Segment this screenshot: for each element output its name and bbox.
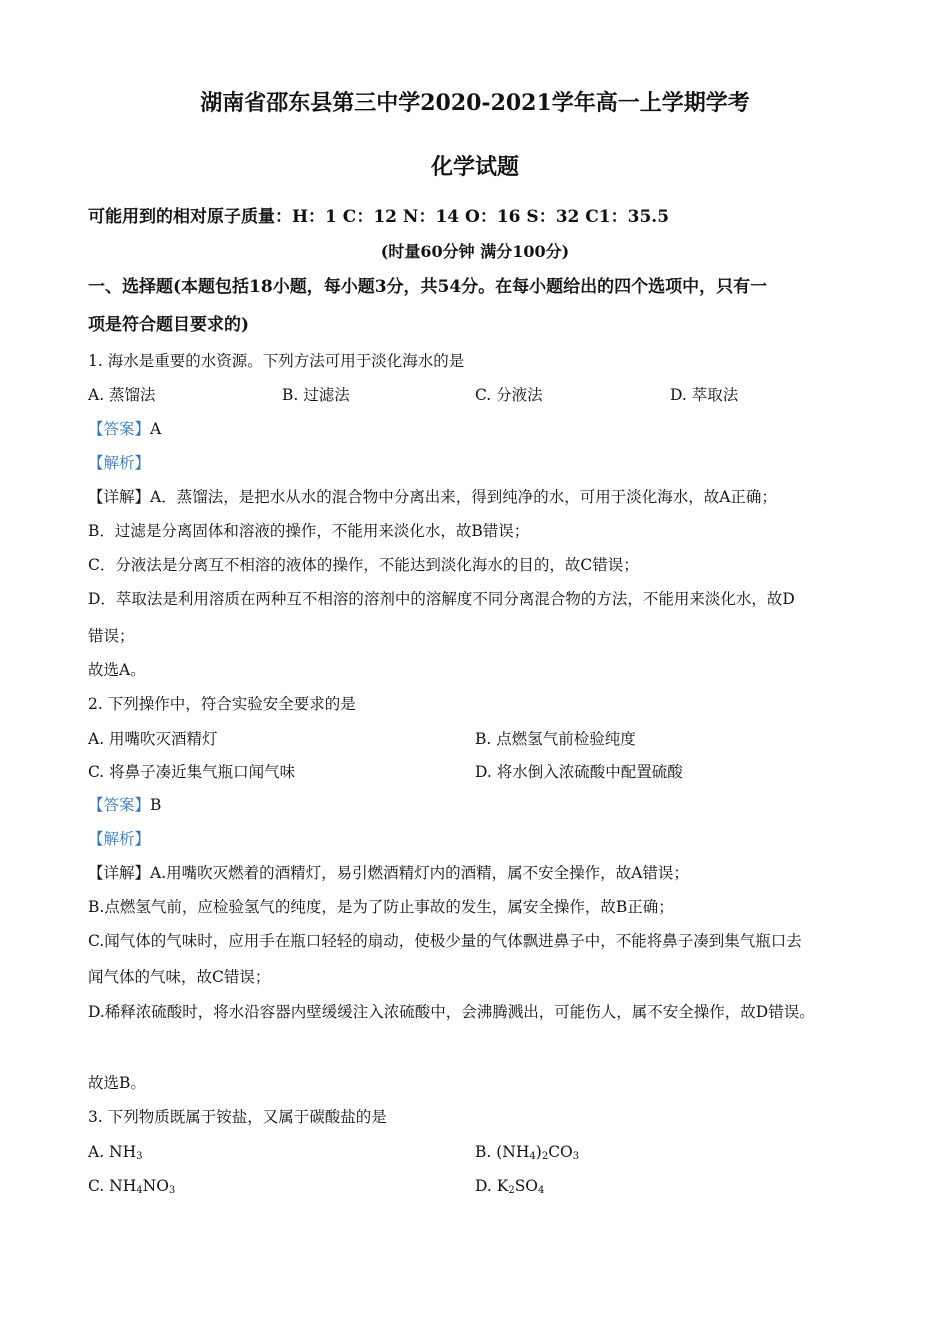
q3-option-a-text: A. NH (88, 1143, 137, 1161)
q2-detail-d: D.稀释浓硫酸时，将水沿容器内壁缓缓注入浓硫酸中，会沸腾溅出，可能伤人，属不安全操作，故D错误。 (88, 1003, 815, 1021)
q1-option-a: A. 蒸馏法 (88, 386, 156, 404)
q3-option-c (88, 1175, 175, 1202)
subscript: 4 (529, 1151, 536, 1162)
q2-detail-c: C.闻气体的气味时，应用手在瓶口轻轻的扇动，使极少量的气体飘进鼻子中，不能将鼻子凑到集气瓶口去 (88, 932, 802, 950)
atomic-masses: 可能用到的相对原子质量：H：1 C：12 N：14 O：16 S：32 C1：35.5 (88, 207, 670, 227)
q2-answer (88, 794, 161, 816)
q2-option-c: C. 将鼻子凑近集气瓶口闻气味 (88, 763, 296, 781)
detail-label: 【详解】 (88, 488, 151, 506)
q2-option-b: B. 点燃氢气前检验纯度 (475, 730, 636, 748)
q1-answer (88, 418, 161, 440)
q3-option-d (475, 1175, 544, 1202)
q2-analysis (88, 828, 150, 850)
q1-detail-d-cont: 错误； (88, 627, 135, 645)
analysis-label: 【解析】 (88, 454, 151, 472)
subscript: 4 (538, 1185, 545, 1196)
q2-detail-c-cont: 闻气体的气味，故C错误； (88, 968, 271, 986)
subscript: 2 (508, 1185, 515, 1196)
q1-detail-a-text: A．蒸馏法，是把水从水的混合物中分离出来，得到纯净的水，可用于淡化海水，故A正确； (150, 488, 777, 506)
q3-option-d-text: D. K (475, 1177, 509, 1195)
q1-option-d: D. 萃取法 (670, 386, 739, 404)
q1-detail-c: C．分液法是分离互不相溶的液体的操作，不能达到淡化海水的目的，故C错误； (88, 556, 639, 574)
q1-question: 1. 海水是重要的水资源。下列方法可用于淡化海水的是 (88, 352, 465, 370)
subscript: 2 (541, 1151, 549, 1162)
subscript: 3 (168, 1185, 176, 1196)
q3-option-c-text: NO (142, 1177, 169, 1195)
q1-option-c: C. 分液法 (475, 386, 543, 404)
answer-label: 【答案】 (88, 796, 151, 814)
analysis-label: 【解析】 (88, 830, 151, 848)
detail-label: 【详解】 (88, 864, 151, 882)
subscript: 4 (136, 1185, 143, 1196)
q2-question: 2. 下列操作中，符合实验安全要求的是 (88, 695, 356, 713)
q3-question: 3. 下列物质既属于铵盐，又属于碳酸盐的是 (88, 1108, 387, 1126)
q3-option-d-text: SO (514, 1177, 539, 1195)
q3-option-c-text: C. NH (88, 1177, 137, 1195)
q1-detail-d: D．萃取法是利用溶质在两种互不相溶的溶剂中的溶解度不同分离混合物的方法，不能用来淡化水，故D (88, 590, 795, 608)
q2-detail-a (88, 862, 689, 884)
subscript: 3 (572, 1151, 580, 1162)
page-title: 湖南省邵东县第三中学2020-2021学年高一上学期学考 (200, 90, 750, 116)
q2-detail-b: B.点燃氢气前，应检验氢气的纯度，是为了防止事故的发生，属安全操作，故B正确； (88, 898, 674, 916)
q3-option-a (88, 1141, 143, 1168)
q3-option-b-text: B. (NH (475, 1143, 530, 1161)
section-heading-cont: 项是符合题目要求的) (88, 315, 250, 335)
q1-answer-value: A (150, 420, 162, 438)
q1-analysis (88, 452, 150, 474)
answer-label: 【答案】 (88, 420, 151, 438)
q2-answer-value: B (150, 796, 162, 814)
q3-option-b (475, 1141, 579, 1168)
q2-option-d: D. 将水倒入浓硫酸中配置硫酸 (475, 763, 683, 781)
q2-option-a: A. 用嘴吹灭酒精灯 (88, 730, 218, 748)
q1-detail-a (88, 486, 777, 508)
q3-option-b-text: CO (548, 1143, 573, 1161)
q3-option-b-text: ) (535, 1143, 542, 1161)
q1-detail-b: B．过滤是分离固体和溶液的操作，不能用来淡化水，故B错误； (88, 522, 530, 540)
subscript: 3 (136, 1151, 143, 1162)
q2-conclusion: 故选B。 (88, 1074, 146, 1092)
section-heading: 一、选择题(本题包括18小题，每小题3分，共54分。在每小题给出的四个选项中，只有一 (88, 277, 768, 297)
q1-option-b: B. 过滤法 (282, 386, 350, 404)
page-subtitle: 化学试题 (430, 154, 519, 180)
time-info: (时量60分钟 满分100分) (380, 242, 570, 261)
q2-detail-a-text: A.用嘴吹灭燃着的酒精灯，易引燃酒精灯内的酒精，属不安全操作，故A错误； (150, 864, 689, 882)
q1-conclusion: 故选A。 (88, 661, 146, 679)
